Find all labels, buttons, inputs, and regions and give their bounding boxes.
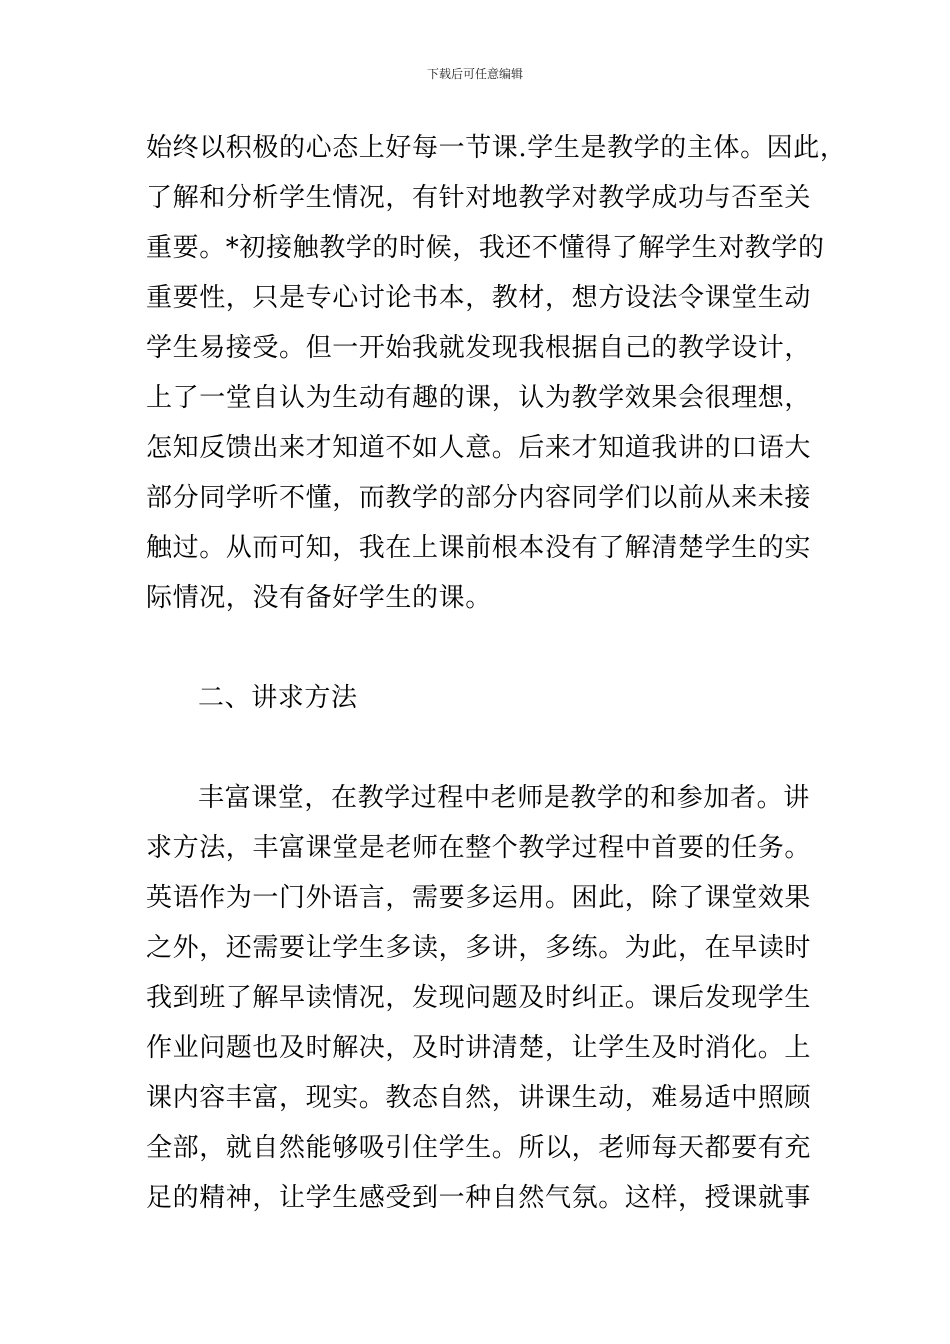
paragraph2-line: 之外，还需要让学生多读，多讲，多练。为此，在早读时 [146, 933, 812, 963]
section-heading: 二、讲求方法 [198, 683, 358, 713]
paragraph2-line: 课内容丰富，现实。教态自然，讲课生动，难易适中照顾 [146, 1083, 812, 1113]
paragraph1-line: 始终以积极的心态上好每一节课.学生是教学的主体。因此， [146, 133, 847, 163]
paragraph1-line: 际情况，没有备好学生的课。 [146, 583, 492, 613]
paragraph1-line: 学生易接受。但一开始我就发现我根据自己的教学设计， [146, 333, 812, 363]
paragraph2-line: 丰富课堂，在教学过程中老师是教学的和参加者。讲 [198, 783, 810, 813]
paragraph2-line: 全部，就自然能够吸引住学生。所以，老师每天都要有充 [146, 1133, 812, 1163]
page-header: 下载后可任意编辑 [426, 67, 523, 81]
paragraph1-line: 部分同学听不懂，而教学的部分内容同学们以前从来未接 [146, 483, 812, 513]
paragraph2-line: 求方法，丰富课堂是老师在整个教学过程中首要的任务。 [146, 833, 812, 863]
paragraph1-line: 重要。*初接触教学的时候，我还不懂得了解学生对教学的 [146, 233, 825, 263]
paragraph1-line: 了解和分析学生情况，有针对地教学对教学成功与否至关 [146, 183, 812, 213]
paragraph1-line: 怎知反馈出来才知道不如人意。后来才知道我讲的口语大 [146, 433, 812, 463]
paragraph1-line: 重要性，只是专心讨论书本，教材，想方设法令课堂生动 [146, 283, 812, 313]
paragraph2-line: 足的精神，让学生感受到一种自然气氛。这样，授课就事 [146, 1183, 812, 1213]
paragraph2-line: 我到班了解早读情况，发现问题及时纠正。课后发现学生 [146, 983, 812, 1013]
paragraph2-line: 英语作为一门外语言，需要多运用。困此，除了课堂效果 [146, 883, 812, 913]
paragraph1-line: 上了一堂自认为生动有趣的课，认为教学效果会很理想， [146, 383, 812, 413]
paragraph1-line: 触过。从而可知，我在上课前根本没有了解清楚学生的实 [146, 533, 812, 563]
paragraph2-line: 作业问题也及时解决，及时讲清楚，让学生及时消化。上 [146, 1033, 812, 1063]
